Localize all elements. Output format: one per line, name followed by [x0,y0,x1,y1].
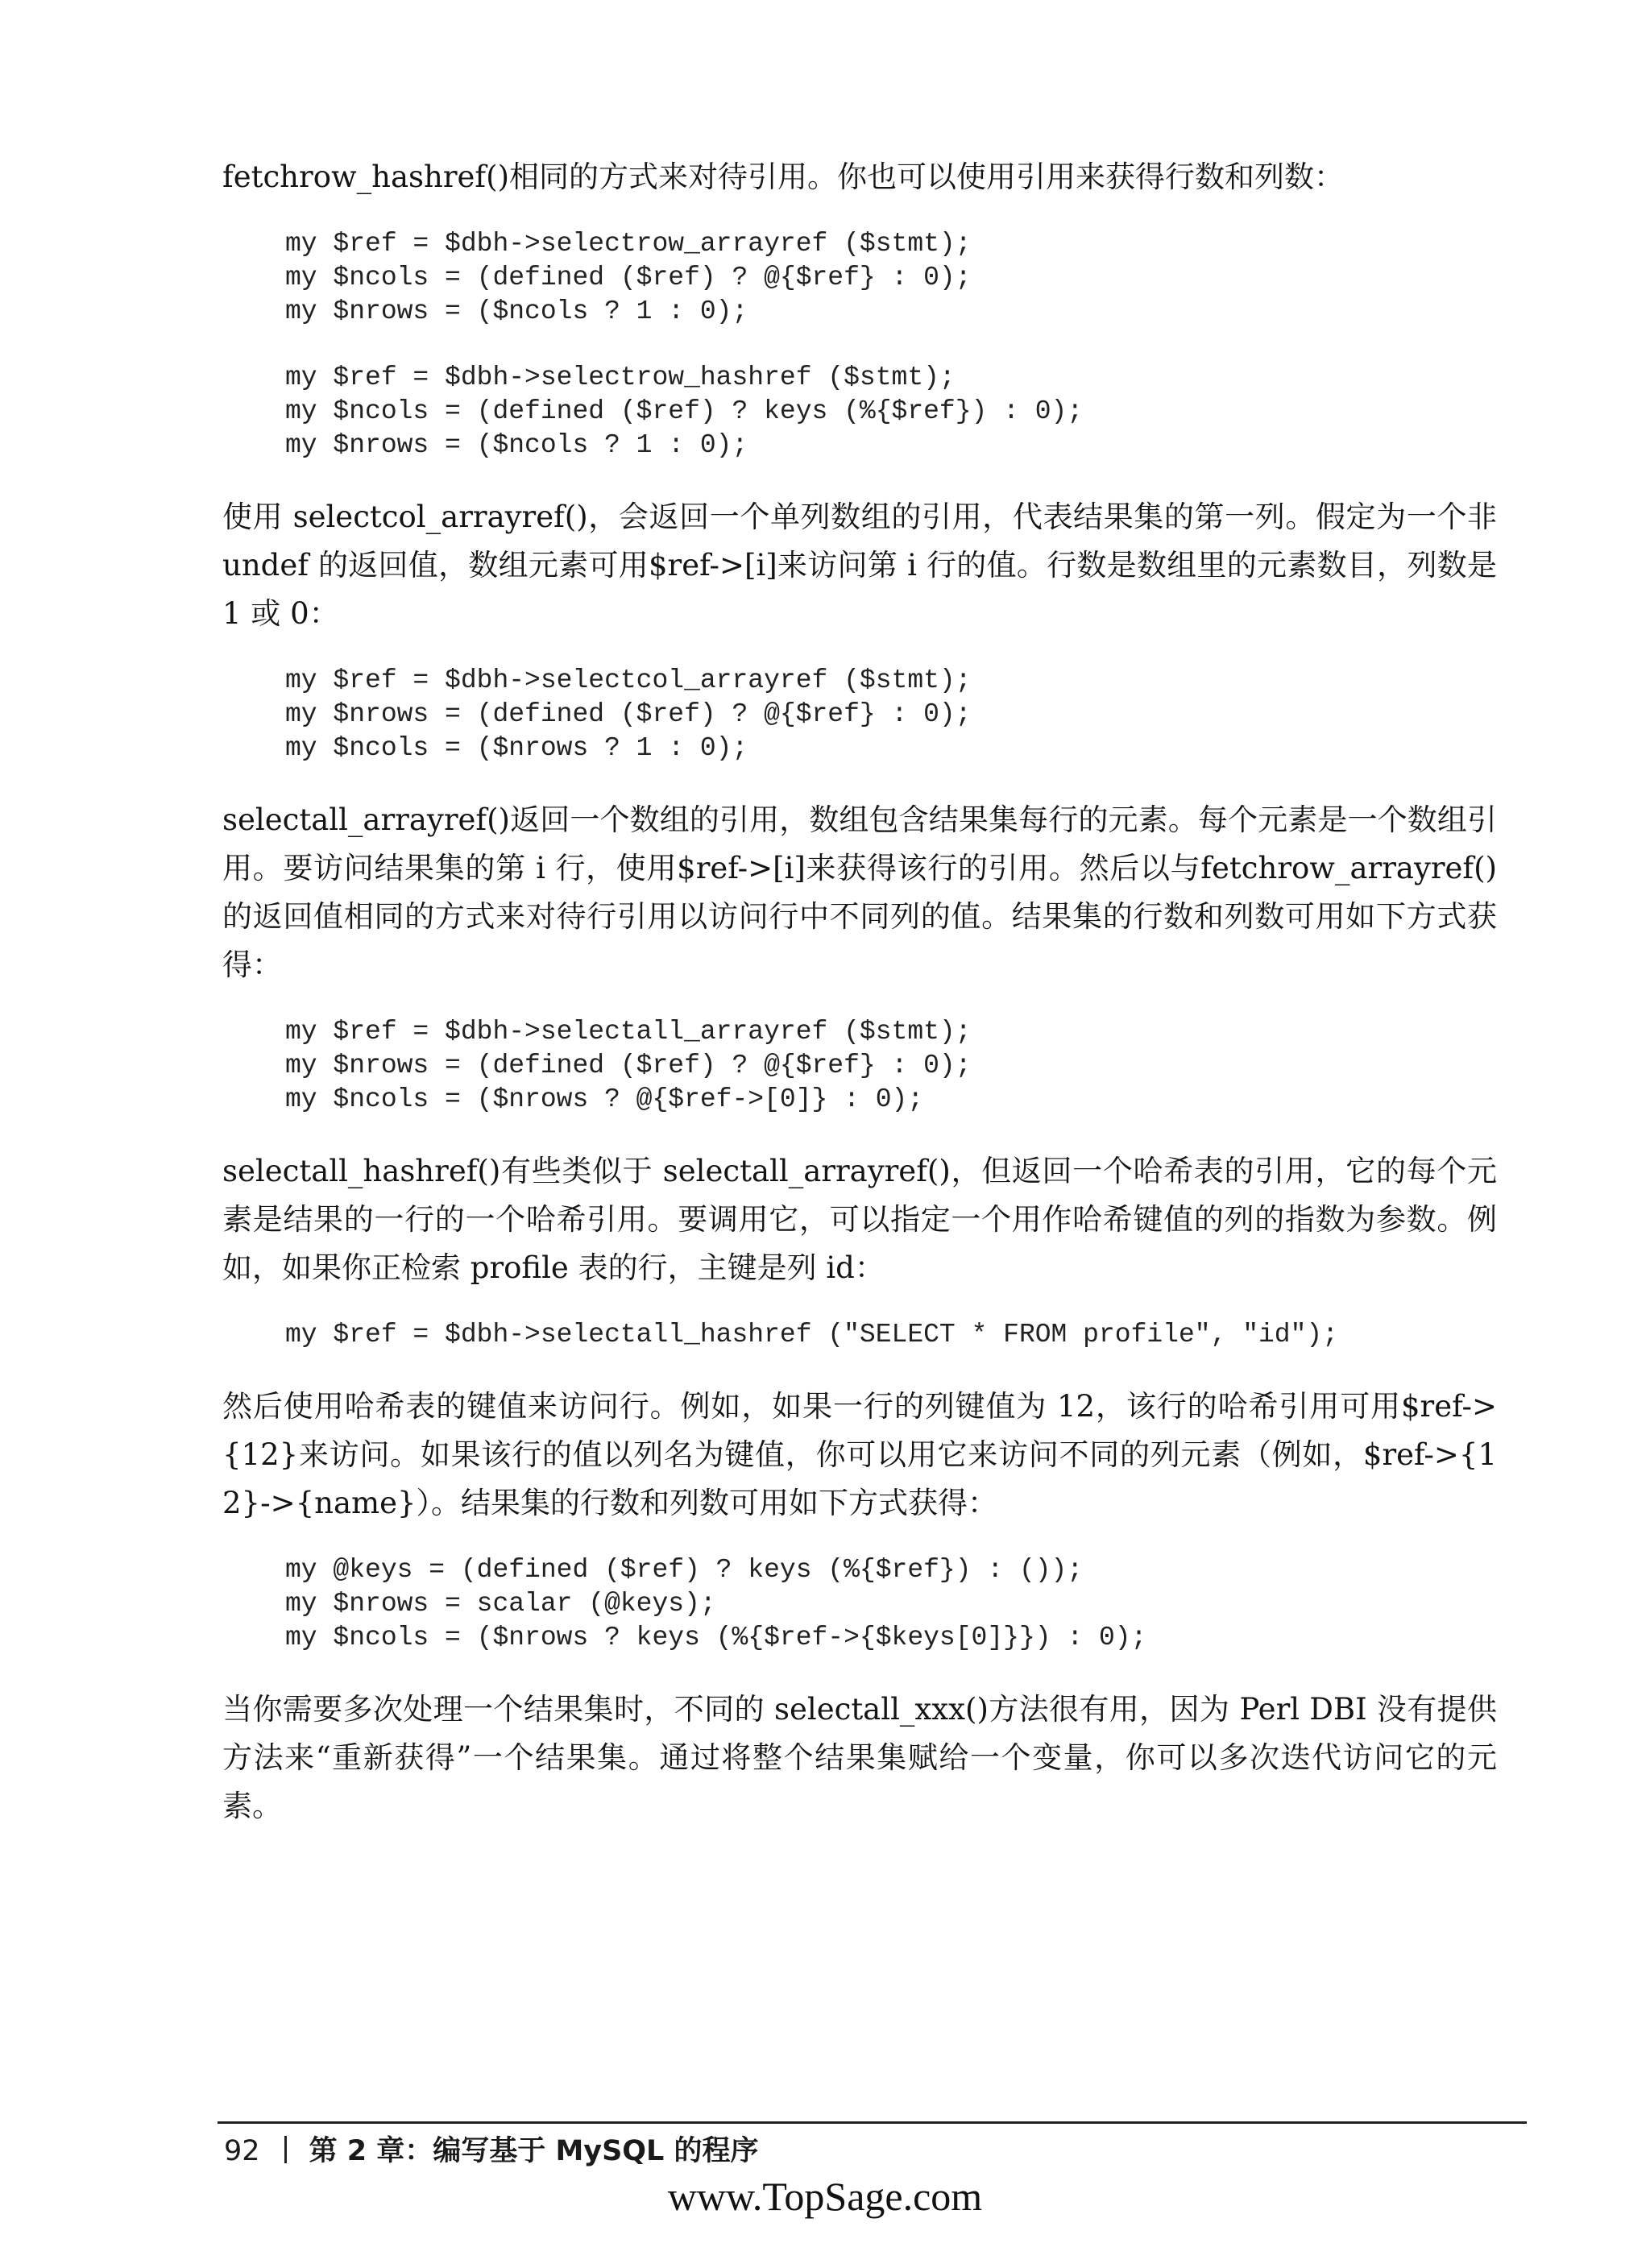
page-body [222,153,1497,1831]
code-block-2: my $ref = $dbh->selectrow_hashref ($stmt); my $ncols = (defined ($ref) ? keys (%{$ref}) : 0); my $nrows = ($ncols ? 1 : 0); [285,363,1084,460]
footer-separator [284,2136,287,2163]
footer-rule [218,2121,1527,2124]
page-footer [224,2129,759,2169]
paragraph-6: 当你需要多次处理一个结果集时，不同的 selectall_xxx()方法很有用，因为 Perl DBI 没有提供方法来“重新获得”一个结果集。通过将整个结果集赋给一个变量，你可以多次迭代访问它的元素。 [222,1692,1497,1823]
paragraph-5: 然后使用哈希表的键值来访问行。例如，如果一行的列键值为 12，该行的哈希引用可用$ref->{12}来访问。如果该行的值以列名为键值，你可以用它来访问不同的列元素（例如，$ref->{12}->{name}）。结果集的行数和列数可用如下方式获得： [222,1389,1497,1520]
paragraph-2: 使用 selectcol_arrayref()，会返回一个单列数组的引用，代表结果集的第一列。假定为一个非 undef 的返回值，数组元素可用$ref->[i]来访问第 i 行的值。行数是数组里的元素数目，列数是 1 或 0： [222,500,1497,631]
paragraph-1: fetchrow_hashref()相同的方式来对待引用。你也可以使用引用来获得行数和列数： [222,160,1344,194]
paragraph-3: selectall_arrayref()返回一个数组的引用，数组包含结果集每行的元素。每个元素是一个数组引用。要访问结果集的第 i 行，使用$ref->[i]来获得该行的引用。然后以与fetchrow_arrayref()的返回值相同的方式来对待行引用以访问行中不同列的值。结果集的行数和列数可用如下方式获得： [222,802,1497,982]
code-block-5: my $ref = $dbh->selectall_hashref ("SELECT * FROM profile", "id"); [285,1320,1339,1350]
code-block-1: my $ref = $dbh->selectrow_arrayref ($stmt); my $ncols = (defined ($ref) ? @{$ref} : 0); my $nrows = ($ncols ? 1 : 0); [285,229,972,326]
page-number: 92 [224,2135,260,2167]
code-block-4: my $ref = $dbh->selectall_arrayref ($stmt); my $nrows = (defined ($ref) ? @{$ref} : 0); my $ncols = ($nrows ? @{$ref->[0]} : 0); [285,1017,972,1114]
code-block-3: my $ref = $dbh->selectcol_arrayref ($stmt); my $nrows = (defined ($ref) ? @{$ref} : 0); my $ncols = ($nrows ? 1 : 0); [285,665,972,763]
code-block-6: my @keys = (defined ($ref) ? keys (%{$ref}) : ()); my $nrows = scalar (@keys); my $ncols = ($nrows ? keys (%{$ref->{$keys[0]}}) : 0); [285,1555,1147,1652]
chapter-title: 第 2 章：编写基于 MySQL 的程序 [309,2135,759,2167]
footer-url: www.TopSage.com [667,2174,983,2219]
paragraph-4: selectall_hashref()有些类似于 selectall_arrayref()，但返回一个哈希表的引用，它的每个元素是结果的一行的一个哈希引用。要调用它，可以指定一个用作哈希键值的列的指数为参数。例如，如果你正检索 profile 表的行，主键是列 id： [222,1154,1497,1285]
